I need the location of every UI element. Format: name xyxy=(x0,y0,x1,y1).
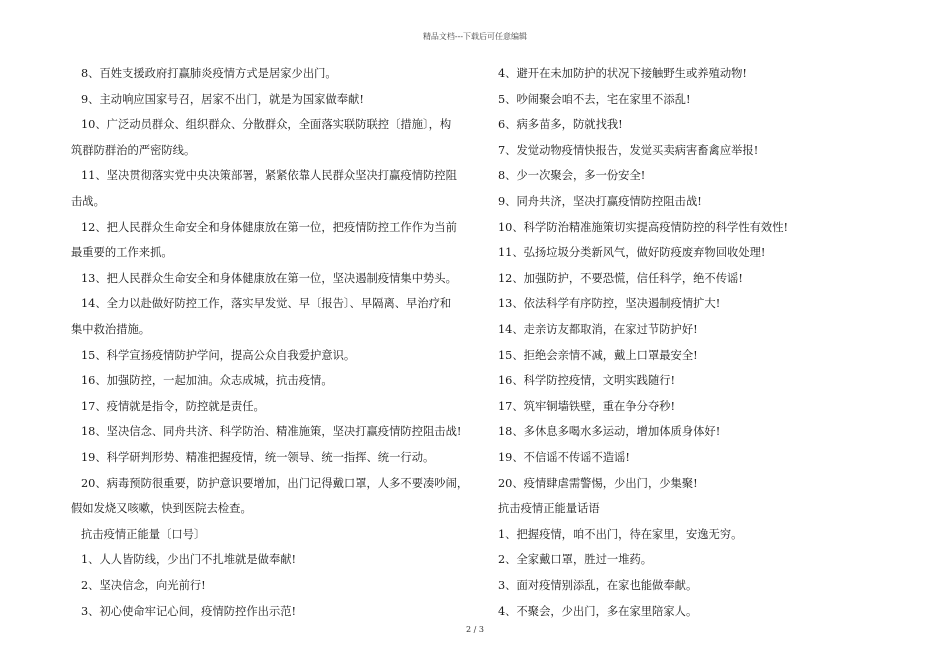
text-line: 抗击疫情正能量话语 xyxy=(498,502,600,516)
text-line: 15、科学宣扬疫情防护学问，提高公众自我爱护意识。 xyxy=(81,348,356,362)
text-line: 20、病毒预防很重要，防护意识要增加，出门记得戴口罩，人多不要凑吵闹， xyxy=(81,476,469,490)
text-line: 18、多休息多喝水多运动，增加体质身体好! xyxy=(498,425,721,439)
text-line: 16、加强防控，一起加油。众志成城，抗击疫情。 xyxy=(81,374,333,388)
text-line: 9、同舟共济，坚决打赢疫情防控阻击战! xyxy=(498,195,702,208)
text-line: 9、主动响应国家号召，居家不出门，就是为国家做奉献! xyxy=(81,92,364,106)
text-line: 13、依法科学有序防控，坚决遏制疫情扩大! xyxy=(498,297,721,311)
text-line: 15、拒绝会亲情不减，戴上口罩最安全! xyxy=(498,348,698,362)
text-line: 14、全力以赴做好防控工作，落实早发觉、早〔报告〕、早隔离、早治疗和 xyxy=(81,297,452,311)
text-line: 11、弘扬垃圾分类新风气，做好防疫废弃物回收处理! xyxy=(498,246,766,260)
text-line: 2、全家戴口罩，胜过一堆药。 xyxy=(498,553,653,567)
text-line: 最重要的工作来抓。 xyxy=(71,246,173,260)
text-line: 13、把人民群众生命安全和身体健康放在第一位，坚决遏制疫情集中势头。 xyxy=(81,271,457,285)
text-line: 4、避开在未加防护的状况下接触野生或养殖动物! xyxy=(498,67,747,80)
text-line: 17、疫情就是指令，防控就是责任。 xyxy=(81,399,265,413)
text-line: 假如发烧又咳嗽，快到医院去检查。 xyxy=(71,502,252,516)
text-line: 12、加强防护，不要恐慌，信任科学，绝不传谣! xyxy=(498,271,743,285)
text-line: 2、坚决信念，向光前行! xyxy=(81,579,206,592)
text-line: 10、科学防治精准施策切实提高疫情防控的科学性有效性! xyxy=(498,220,789,234)
text-line: 18、坚决信念、同舟共济、科学防治、精准施策，坚决打赢疫情防控阻击战! xyxy=(81,425,462,439)
text-line: 集中救治措施。 xyxy=(71,323,151,336)
text-line: 19、科学研判形势、精准把握疫情，统一领导、统一指挥、统一行动。 xyxy=(81,451,435,464)
text-line: 5、吵闹聚会咱不去，宅在家里不添乱! xyxy=(498,92,691,106)
text-line: 击战。 xyxy=(71,195,105,208)
text-line: 11、坚决贯彻落实党中央决策部署，紧紧依靠人民群众坚决打赢疫情防控阻 xyxy=(81,169,457,183)
text-line: 8、少一次聚会，多一份安全! xyxy=(498,169,646,183)
text-line: 1、把握疫情，咱不出门，待在家里，安逸无穷。 xyxy=(498,527,743,541)
text-line: 8、百姓支援政府打赢肺炎疫情方式是居家少出门。 xyxy=(81,67,337,80)
page-number: 2 / 3 xyxy=(466,625,484,634)
text-line: 3、面对疫情别添乱，在家也能做奉献。 xyxy=(498,579,698,592)
text-line: 20、疫情肆虐需警惕，少出门，少集聚! xyxy=(498,476,698,490)
text-line: 10、广泛动员群众、组织群众、分散群众，全面落实联防联控〔措施〕，构 xyxy=(81,118,452,132)
page-header: 精品文档---下载后可任意编辑 xyxy=(422,32,528,41)
text-line: 1、人人皆防线，少出门不扎堆就是做奉献! xyxy=(81,553,297,567)
text-line: 3、初心使命牢记心间，疫情防控作出示范! xyxy=(81,604,297,618)
text-line: 12、把人民群众生命安全和身体健康放在第一位，把疫情防控工作作为当前 xyxy=(81,220,457,234)
text-line: 19、不信谣不传谣不造谣! xyxy=(498,451,630,464)
text-line: 16、科学防控疫情，文明实践随行! xyxy=(498,374,676,388)
text-line: 筑群防群治的严密防线。 xyxy=(71,143,196,157)
text-line: 17、筑牢铜墙铁壁，重在争分夺秒! xyxy=(498,399,676,413)
text-line: 抗击疫情正能量〔口号〕 xyxy=(81,527,206,541)
text-line: 6、病多苗多，防就找我! xyxy=(498,118,623,132)
text-line: 4、不聚会，少出门，多在家里陪家人。 xyxy=(498,604,698,618)
text-line: 7、发觉动物疫情快报告，发觉买卖病害畜禽应举报! xyxy=(498,143,759,157)
text-line: 14、走亲访友都取消，在家过节防护好! xyxy=(498,323,698,336)
